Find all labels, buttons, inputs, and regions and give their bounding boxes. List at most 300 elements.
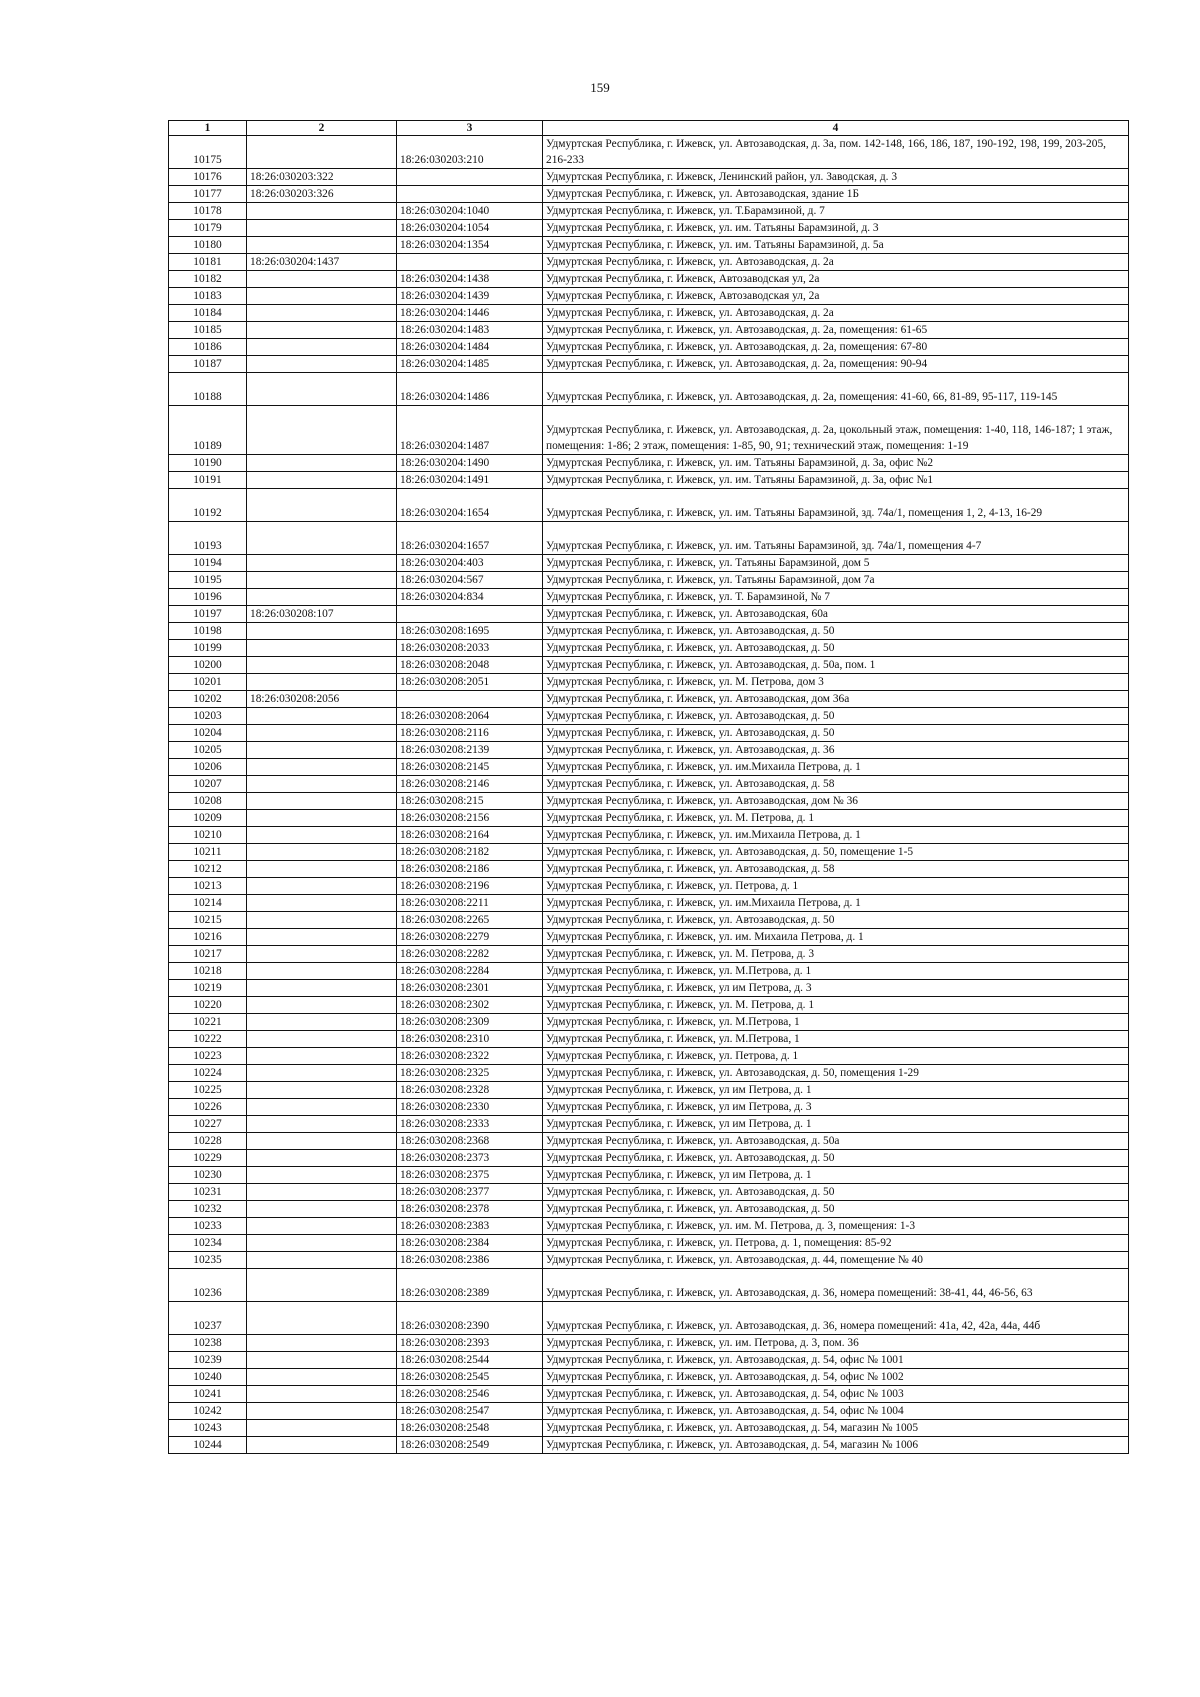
- building-cadastral-number: 18:26:030208:2333: [397, 1116, 543, 1133]
- table-row: [169, 305, 1129, 322]
- row-number: 10197: [169, 606, 247, 623]
- table-row: [169, 963, 1129, 980]
- land-cadastral-number: [247, 759, 397, 776]
- row-number: 10195: [169, 572, 247, 589]
- table-row: [169, 406, 1129, 455]
- row-number: 10236: [169, 1269, 247, 1302]
- building-cadastral-number: 18:26:030208:2310: [397, 1031, 543, 1048]
- building-cadastral-number: 18:26:030208:2279: [397, 929, 543, 946]
- address: Удмуртская Республика, г. Ижевск, ул. им. Татьяны Барамзиной, д. 3а, офис №2: [543, 455, 1129, 472]
- address: Удмуртская Республика, г. Ижевск, ул. Татьяны Барамзиной, дом 7а: [543, 572, 1129, 589]
- address: Удмуртская Республика, г. Ижевск, ул. Автозаводская, д. 44, помещение № 40: [543, 1252, 1129, 1269]
- table-row: [169, 725, 1129, 742]
- row-number: 10193: [169, 522, 247, 555]
- building-cadastral-number: 18:26:030208:2390: [397, 1302, 543, 1335]
- address: Удмуртская Республика, г. Ижевск, ул. М.Петрова, 1: [543, 1014, 1129, 1031]
- building-cadastral-number: 18:26:030208:2048: [397, 657, 543, 674]
- row-number: 10208: [169, 793, 247, 810]
- land-cadastral-number: [247, 555, 397, 572]
- land-cadastral-number: 18:26:030204:1437: [247, 254, 397, 271]
- address: Удмуртская Республика, г. Ижевск, ул. Автозаводская, д. 50: [543, 623, 1129, 640]
- building-cadastral-number: 18:26:030208:2384: [397, 1235, 543, 1252]
- row-number: 10182: [169, 271, 247, 288]
- land-cadastral-number: [247, 912, 397, 929]
- building-cadastral-number: 18:26:030204:1483: [397, 322, 543, 339]
- address: Удмуртская Республика, г. Ижевск, Автозаводская ул, 2а: [543, 288, 1129, 305]
- address: Удмуртская Республика, г. Ижевск, ул. Автозаводская, д. 50: [543, 708, 1129, 725]
- land-cadastral-number: [247, 1167, 397, 1184]
- building-cadastral-number: 18:26:030208:2393: [397, 1335, 543, 1352]
- row-number: 10188: [169, 373, 247, 406]
- building-cadastral-number: [397, 691, 543, 708]
- table-row: [169, 1437, 1129, 1454]
- building-cadastral-number: 18:26:030204:834: [397, 589, 543, 606]
- building-cadastral-number: 18:26:030208:2368: [397, 1133, 543, 1150]
- land-cadastral-number: [247, 1218, 397, 1235]
- table-row: [169, 912, 1129, 929]
- table-row: [169, 1369, 1129, 1386]
- land-cadastral-number: [247, 305, 397, 322]
- row-number: 10207: [169, 776, 247, 793]
- row-number: 10222: [169, 1031, 247, 1048]
- table-row: [169, 674, 1129, 691]
- address: Удмуртская Республика, г. Ижевск, ул им Петрова, д. 1: [543, 1116, 1129, 1133]
- address: Удмуртская Республика, г. Ижевск, ул. Автозаводская, д. 36, номера помещений: 38-41, 44, 46-56, 63: [543, 1269, 1129, 1302]
- land-cadastral-number: [247, 1065, 397, 1082]
- column-header-1: 1: [169, 121, 247, 136]
- building-cadastral-number: 18:26:030208:2182: [397, 844, 543, 861]
- row-number: 10229: [169, 1150, 247, 1167]
- address: Удмуртская Республика, г. Ижевск, ул. Автозаводская, д. 2а, цокольный этаж, помещения: 1-40, 118, 146-187; 1 этаж, помещения: 1-86; 2 этаж, помещения: 1-85, 90, 91; технический этаж, помещения: 1-19: [543, 406, 1129, 455]
- address: Удмуртская Республика, г. Ижевск, ул. Автозаводская, д. 50, помещения 1-29: [543, 1065, 1129, 1082]
- building-cadastral-number: 18:26:030208:2309: [397, 1014, 543, 1031]
- address: Удмуртская Республика, г. Ижевск, ул. Автозаводская, д. 50а, пом. 1: [543, 657, 1129, 674]
- table-row: [169, 742, 1129, 759]
- row-number: 10184: [169, 305, 247, 322]
- row-number: 10231: [169, 1184, 247, 1201]
- address: Удмуртская Республика, г. Ижевск, ул им Петрова, д. 1: [543, 1167, 1129, 1184]
- building-cadastral-number: 18:26:030208:2284: [397, 963, 543, 980]
- land-cadastral-number: [247, 657, 397, 674]
- address: Удмуртская Республика, г. Ижевск, ул. Автозаводская, дом 36а: [543, 691, 1129, 708]
- address: Удмуртская Республика, г. Ижевск, ул. Автозаводская, д. 36, номера помещений: 41а, 42, 42а, 44а, 44б: [543, 1302, 1129, 1335]
- building-cadastral-number: 18:26:030208:2186: [397, 861, 543, 878]
- row-number: 10191: [169, 472, 247, 489]
- building-cadastral-number: 18:26:030204:1654: [397, 489, 543, 522]
- table-body: [169, 136, 1129, 1454]
- land-cadastral-number: [247, 895, 397, 912]
- table-row: [169, 980, 1129, 997]
- table-row: [169, 878, 1129, 895]
- land-cadastral-number: [247, 1048, 397, 1065]
- table-row: [169, 1269, 1129, 1302]
- building-cadastral-number: 18:26:030208:2033: [397, 640, 543, 657]
- building-cadastral-number: 18:26:030208:2378: [397, 1201, 543, 1218]
- row-number: 10216: [169, 929, 247, 946]
- land-cadastral-number: 18:26:030203:326: [247, 186, 397, 203]
- row-number: 10232: [169, 1201, 247, 1218]
- address: Удмуртская Республика, г. Ижевск, ул. Автозаводская, д. 36: [543, 742, 1129, 759]
- table-row: [169, 271, 1129, 288]
- address: Удмуртская Республика, г. Ижевск, ул. Автозаводская, д. 2а: [543, 254, 1129, 271]
- address: Удмуртская Республика, г. Ижевск, ул. им. Татьяны Барамзиной, д. 3а, офис №1: [543, 472, 1129, 489]
- table-row: [169, 572, 1129, 589]
- row-number: 10176: [169, 169, 247, 186]
- building-cadastral-number: [397, 169, 543, 186]
- row-number: 10224: [169, 1065, 247, 1082]
- table-row: [169, 1031, 1129, 1048]
- table-row: [169, 1335, 1129, 1352]
- building-cadastral-number: 18:26:030208:2544: [397, 1352, 543, 1369]
- row-number: 10204: [169, 725, 247, 742]
- building-cadastral-number: [397, 186, 543, 203]
- row-number: 10203: [169, 708, 247, 725]
- land-cadastral-number: [247, 406, 397, 455]
- address: Удмуртская Республика, г. Ижевск, ул. Автозаводская, д. 54, офис № 1002: [543, 1369, 1129, 1386]
- row-number: 10187: [169, 356, 247, 373]
- row-number: 10237: [169, 1302, 247, 1335]
- building-cadastral-number: 18:26:030208:2330: [397, 1099, 543, 1116]
- address: Удмуртская Республика, г. Ижевск, ул. Автозаводская, д. 54, офис № 1003: [543, 1386, 1129, 1403]
- building-cadastral-number: 18:26:030208:2373: [397, 1150, 543, 1167]
- row-number: 10230: [169, 1167, 247, 1184]
- address: Удмуртская Республика, г. Ижевск, ул. Автозаводская, д. 58: [543, 861, 1129, 878]
- land-cadastral-number: [247, 742, 397, 759]
- table-row: [169, 708, 1129, 725]
- row-number: 10210: [169, 827, 247, 844]
- address: Удмуртская Республика, г. Ижевск, ул. Т.Барамзиной, д. 7: [543, 203, 1129, 220]
- land-cadastral-number: [247, 708, 397, 725]
- land-cadastral-number: [247, 237, 397, 254]
- table-row: [169, 759, 1129, 776]
- row-number: 10192: [169, 489, 247, 522]
- address: Удмуртская Республика, г. Ижевск, ул. Автозаводская, д. 50: [543, 1201, 1129, 1218]
- building-cadastral-number: 18:26:030208:2196: [397, 878, 543, 895]
- building-cadastral-number: 18:26:030208:2156: [397, 810, 543, 827]
- address: Удмуртская Республика, г. Ижевск, ул. им. Татьяны Барамзиной, зд. 74а/1, помещения 1, 2, 4-13, 16-29: [543, 489, 1129, 522]
- row-number: 10179: [169, 220, 247, 237]
- column-header-2: 2: [247, 121, 397, 136]
- table-row: [169, 1235, 1129, 1252]
- building-cadastral-number: 18:26:030204:567: [397, 572, 543, 589]
- table-row: [169, 997, 1129, 1014]
- address: Удмуртская Республика, г. Ижевск, ул. Автозаводская, д. 54, магазин № 1006: [543, 1437, 1129, 1454]
- row-number: 10180: [169, 237, 247, 254]
- land-cadastral-number: [247, 572, 397, 589]
- table-row: [169, 339, 1129, 356]
- building-cadastral-number: 18:26:030208:2265: [397, 912, 543, 929]
- land-cadastral-number: [247, 1403, 397, 1420]
- table-row: [169, 489, 1129, 522]
- table-row: [169, 555, 1129, 572]
- row-number: 10219: [169, 980, 247, 997]
- table-row: [169, 522, 1129, 555]
- building-cadastral-number: 18:26:030204:1040: [397, 203, 543, 220]
- row-number: 10201: [169, 674, 247, 691]
- land-cadastral-number: [247, 1099, 397, 1116]
- address: Удмуртская Республика, г. Ижевск, Автозаводская ул, 2а: [543, 271, 1129, 288]
- building-cadastral-number: 18:26:030204:1438: [397, 271, 543, 288]
- address: Удмуртская Республика, г. Ижевск, ул. Автозаводская, д. 58: [543, 776, 1129, 793]
- table-row: [169, 1116, 1129, 1133]
- land-cadastral-number: [247, 220, 397, 237]
- table-row: [169, 322, 1129, 339]
- address: Удмуртская Республика, г. Ижевск, ул. Автозаводская, 60а: [543, 606, 1129, 623]
- land-cadastral-number: [247, 339, 397, 356]
- row-number: 10190: [169, 455, 247, 472]
- table-row: [169, 589, 1129, 606]
- land-cadastral-number: [247, 589, 397, 606]
- building-cadastral-number: 18:26:030204:1490: [397, 455, 543, 472]
- address: Удмуртская Республика, г. Ижевск, ул. Автозаводская, д. 54, офис № 1004: [543, 1403, 1129, 1420]
- address: Удмуртская Республика, г. Ижевск, ул. Т. Барамзиной, № 7: [543, 589, 1129, 606]
- row-number: 10235: [169, 1252, 247, 1269]
- land-cadastral-number: [247, 522, 397, 555]
- land-cadastral-number: [247, 136, 397, 169]
- building-cadastral-number: 18:26:030208:2325: [397, 1065, 543, 1082]
- land-cadastral-number: [247, 1116, 397, 1133]
- building-cadastral-number: 18:26:030203:210: [397, 136, 543, 169]
- table-row: [169, 1014, 1129, 1031]
- address: Удмуртская Республика, г. Ижевск, ул. им. Татьяны Барамзиной, зд. 74а/1, помещения 4-7: [543, 522, 1129, 555]
- address: Удмуртская Республика, г. Ижевск, ул. Автозаводская, д. 54, магазин № 1005: [543, 1420, 1129, 1437]
- table-row: [169, 640, 1129, 657]
- address: Удмуртская Республика, г. Ижевск, ул. Автозаводская, д. 2а, помещения: 61-65: [543, 322, 1129, 339]
- building-cadastral-number: 18:26:030208:2548: [397, 1420, 543, 1437]
- table-row: [169, 691, 1129, 708]
- building-cadastral-number: 18:26:030204:1446: [397, 305, 543, 322]
- land-cadastral-number: [247, 827, 397, 844]
- land-cadastral-number: [247, 489, 397, 522]
- table-row: [169, 793, 1129, 810]
- row-number: 10212: [169, 861, 247, 878]
- land-cadastral-number: [247, 793, 397, 810]
- building-cadastral-number: 18:26:030208:2546: [397, 1386, 543, 1403]
- building-cadastral-number: 18:26:030208:2389: [397, 1269, 543, 1302]
- land-cadastral-number: [247, 1133, 397, 1150]
- address: Удмуртская Республика, г. Ижевск, ул им Петрова, д. 1: [543, 1082, 1129, 1099]
- table-row: [169, 606, 1129, 623]
- land-cadastral-number: [247, 1269, 397, 1302]
- building-cadastral-number: 18:26:030208:2322: [397, 1048, 543, 1065]
- building-cadastral-number: [397, 254, 543, 271]
- land-cadastral-number: [247, 776, 397, 793]
- land-cadastral-number: [247, 1031, 397, 1048]
- table-row: [169, 1167, 1129, 1184]
- land-cadastral-number: [247, 861, 397, 878]
- row-number: 10228: [169, 1133, 247, 1150]
- building-cadastral-number: 18:26:030208:2139: [397, 742, 543, 759]
- building-cadastral-number: 18:26:030208:2051: [397, 674, 543, 691]
- building-cadastral-number: 18:26:030208:2146: [397, 776, 543, 793]
- row-number: 10227: [169, 1116, 247, 1133]
- row-number: 10211: [169, 844, 247, 861]
- table-row: [169, 623, 1129, 640]
- page-number: 159: [590, 80, 610, 95]
- table-row: [169, 861, 1129, 878]
- building-cadastral-number: 18:26:030208:2377: [397, 1184, 543, 1201]
- address: Удмуртская Республика, г. Ижевск, ул. Автозаводская, д. 3а, пом. 142-148, 166, 186, 187, 190-192, 198, 199, 203-205, 216-233: [543, 136, 1129, 169]
- row-number: 10200: [169, 657, 247, 674]
- building-cadastral-number: 18:26:030208:2547: [397, 1403, 543, 1420]
- address: Удмуртская Республика, г. Ижевск, ул. Автозаводская, д. 50а: [543, 1133, 1129, 1150]
- land-cadastral-number: [247, 1150, 397, 1167]
- land-cadastral-number: [247, 1014, 397, 1031]
- table-row: [169, 827, 1129, 844]
- address: Удмуртская Республика, г. Ижевск, ул. Татьяны Барамзиной, дом 5: [543, 555, 1129, 572]
- building-cadastral-number: 18:26:030204:403: [397, 555, 543, 572]
- address: Удмуртская Республика, г. Ижевск, ул. Петрова, д. 1: [543, 878, 1129, 895]
- land-cadastral-number: [247, 878, 397, 895]
- land-cadastral-number: [247, 1352, 397, 1369]
- address: Удмуртская Республика, г. Ижевск, ул. М.Петрова, 1: [543, 1031, 1129, 1048]
- building-cadastral-number: 18:26:030204:1439: [397, 288, 543, 305]
- row-number: 10220: [169, 997, 247, 1014]
- row-number: 10225: [169, 1082, 247, 1099]
- row-number: 10239: [169, 1352, 247, 1369]
- land-cadastral-number: [247, 373, 397, 406]
- row-number: 10185: [169, 322, 247, 339]
- table-row: [169, 1218, 1129, 1235]
- table-row: [169, 237, 1129, 254]
- table-row: [169, 1082, 1129, 1099]
- table-row: [169, 1403, 1129, 1420]
- address: Удмуртская Республика, г. Ижевск, ул. им.Михаила Петрова, д. 1: [543, 827, 1129, 844]
- land-cadastral-number: [247, 640, 397, 657]
- row-number: 10223: [169, 1048, 247, 1065]
- land-cadastral-number: [247, 963, 397, 980]
- land-cadastral-number: [247, 1369, 397, 1386]
- land-cadastral-number: [247, 1437, 397, 1454]
- land-cadastral-number: [247, 1420, 397, 1437]
- land-cadastral-number: [247, 1335, 397, 1352]
- address: Удмуртская Республика, г. Ижевск, ул. Автозаводская, д. 50: [543, 725, 1129, 742]
- row-number: 10175: [169, 136, 247, 169]
- row-number: 10209: [169, 810, 247, 827]
- land-cadastral-number: [247, 980, 397, 997]
- address: Удмуртская Республика, г. Ижевск, ул. Петрова, д. 1: [543, 1048, 1129, 1065]
- row-number: 10218: [169, 963, 247, 980]
- table-row: [169, 1352, 1129, 1369]
- row-number: 10178: [169, 203, 247, 220]
- building-cadastral-number: 18:26:030208:2211: [397, 895, 543, 912]
- address: Удмуртская Республика, г. Ижевск, ул. им. М. Петрова, д. 3, помещения: 1-3: [543, 1218, 1129, 1235]
- table-row: [169, 1201, 1129, 1218]
- address: Удмуртская Республика, г. Ижевск, ул. Автозаводская, д. 2а, помещения: 41-60, 66, 81-89, 95-117, 119-145: [543, 373, 1129, 406]
- building-cadastral-number: 18:26:030208:2301: [397, 980, 543, 997]
- address: Удмуртская Республика, г. Ижевск, ул им Петрова, д. 3: [543, 980, 1129, 997]
- row-number: 10198: [169, 623, 247, 640]
- building-cadastral-number: 18:26:030208:2116: [397, 725, 543, 742]
- land-cadastral-number: [247, 455, 397, 472]
- column-header-4: 4: [543, 121, 1129, 136]
- building-cadastral-number: 18:26:030208:2375: [397, 1167, 543, 1184]
- address: Удмуртская Республика, г. Ижевск, ул. Автозаводская, д. 2а: [543, 305, 1129, 322]
- building-cadastral-number: 18:26:030208:2328: [397, 1082, 543, 1099]
- column-header-3: 3: [397, 121, 543, 136]
- land-cadastral-number: [247, 322, 397, 339]
- table-row: [169, 455, 1129, 472]
- table-row: [169, 946, 1129, 963]
- land-cadastral-number: [247, 1386, 397, 1403]
- table-row: [169, 136, 1129, 169]
- building-cadastral-number: 18:26:030204:1486: [397, 373, 543, 406]
- table-row: [169, 1150, 1129, 1167]
- table-row: [169, 810, 1129, 827]
- building-cadastral-number: 18:26:030204:1657: [397, 522, 543, 555]
- building-cadastral-number: 18:26:030204:1054: [397, 220, 543, 237]
- row-number: 10213: [169, 878, 247, 895]
- building-cadastral-number: 18:26:030208:2064: [397, 708, 543, 725]
- address: Удмуртская Республика, г. Ижевск, Ленинский район, ул. Заводская, д. 3: [543, 169, 1129, 186]
- row-number: 10202: [169, 691, 247, 708]
- row-number: 10183: [169, 288, 247, 305]
- address: Удмуртская Республика, г. Ижевск, ул. Автозаводская, дом № 36: [543, 793, 1129, 810]
- table-row: [169, 1386, 1129, 1403]
- row-number: 10215: [169, 912, 247, 929]
- land-cadastral-number: [247, 288, 397, 305]
- building-cadastral-number: 18:26:030208:2164: [397, 827, 543, 844]
- table-row: [169, 1065, 1129, 1082]
- row-number: 10221: [169, 1014, 247, 1031]
- table-row: [169, 895, 1129, 912]
- row-number: 10186: [169, 339, 247, 356]
- building-cadastral-number: 18:26:030208:215: [397, 793, 543, 810]
- address: Удмуртская Республика, г. Ижевск, ул. Автозаводская, д. 2а, помещения: 67-80: [543, 339, 1129, 356]
- table-row: [169, 844, 1129, 861]
- address: Удмуртская Республика, г. Ижевск, ул. им.Михаила Петрова, д. 1: [543, 759, 1129, 776]
- address: Удмуртская Республика, г. Ижевск, ул. М. Петрова, дом 3: [543, 674, 1129, 691]
- land-cadastral-number: [247, 1201, 397, 1218]
- address: Удмуртская Республика, г. Ижевск, ул. им.Михаила Петрова, д. 1: [543, 895, 1129, 912]
- table-row: [169, 1420, 1129, 1437]
- table-row: [169, 1302, 1129, 1335]
- address: Удмуртская Республика, г. Ижевск, ул. Автозаводская, д. 50: [543, 912, 1129, 929]
- building-cadastral-number: 18:26:030208:1695: [397, 623, 543, 640]
- row-number: 10233: [169, 1218, 247, 1235]
- address: Удмуртская Республика, г. Ижевск, ул. Автозаводская, д. 50, помещение 1-5: [543, 844, 1129, 861]
- address: Удмуртская Республика, г. Ижевск, ул. Петрова, д. 1, помещения: 85-92: [543, 1235, 1129, 1252]
- land-cadastral-number: [247, 1302, 397, 1335]
- table-row: [169, 356, 1129, 373]
- address: Удмуртская Республика, г. Ижевск, ул. им. Петрова, д. 3, пом. 36: [543, 1335, 1129, 1352]
- table-row: [169, 1048, 1129, 1065]
- table-header-row: [169, 121, 1129, 136]
- table-row: [169, 203, 1129, 220]
- table-row: [169, 1184, 1129, 1201]
- building-cadastral-number: 18:26:030204:1487: [397, 406, 543, 455]
- row-number: 10244: [169, 1437, 247, 1454]
- address: Удмуртская Республика, г. Ижевск, ул. Автозаводская, д. 50: [543, 1184, 1129, 1201]
- row-number: 10217: [169, 946, 247, 963]
- land-cadastral-number: [247, 844, 397, 861]
- land-cadastral-number: [247, 929, 397, 946]
- row-number: 10181: [169, 254, 247, 271]
- table-row: [169, 186, 1129, 203]
- row-number: 10238: [169, 1335, 247, 1352]
- land-cadastral-number: [247, 674, 397, 691]
- address: Удмуртская Республика, г. Ижевск, ул. им. Татьяны Барамзиной, д. 5а: [543, 237, 1129, 254]
- building-cadastral-number: 18:26:030208:2302: [397, 997, 543, 1014]
- table-row: [169, 776, 1129, 793]
- row-number: 10242: [169, 1403, 247, 1420]
- table-row: [169, 169, 1129, 186]
- row-number: 10177: [169, 186, 247, 203]
- land-cadastral-number: [247, 203, 397, 220]
- land-cadastral-number: [247, 946, 397, 963]
- row-number: 10194: [169, 555, 247, 572]
- land-cadastral-number: [247, 1082, 397, 1099]
